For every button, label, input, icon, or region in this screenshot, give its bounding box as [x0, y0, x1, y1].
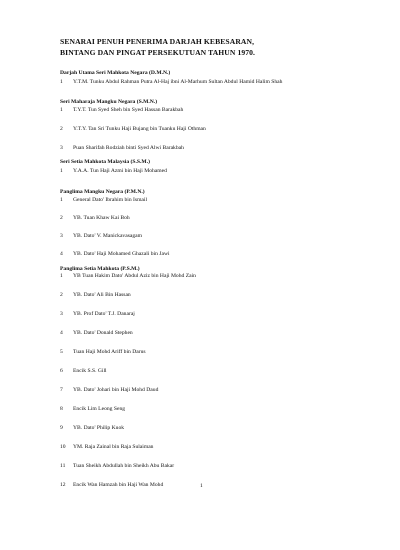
list-item	[60, 424, 124, 432]
recipient-name: YB. Tuan Khaw Kai Boh	[73, 215, 130, 221]
item-number: 2	[60, 126, 63, 132]
recipient-name: Encik S.S. Gill	[73, 368, 107, 374]
recipient-name: T.Y.T. Tun Syed Sheh bin Syed Hassan Barakbah	[73, 107, 184, 113]
title-line-2: BINTANG DAN PINGAT PERSEKUTUAN TAHUN 1970.	[60, 48, 256, 57]
recipient-name: General Dato' Ibrahim bin Ismail	[73, 197, 148, 203]
recipient-name: Encik Wan Hamzah bin Haji Wan Mohd	[73, 482, 164, 488]
item-number: 7	[60, 387, 63, 393]
recipient-name: Tuan Sheikh Abdullah bin Sheikh Abu Bakar	[73, 463, 175, 469]
recipient-name: Tuan Haji Mohd Ariff bin Darus	[73, 349, 146, 355]
item-number: 1	[60, 168, 63, 174]
item-number: 1	[60, 107, 63, 113]
list-item	[60, 481, 163, 489]
list-item	[60, 167, 167, 175]
section-heading: Panglima Mangku Negara (P.M.N.)	[60, 189, 145, 195]
section-heading: Seri Maharaja Mangku Negara (S.M.N.)	[60, 99, 158, 105]
list-item	[60, 329, 133, 337]
recipient-name: YB. Dato' V. Manickavasagam	[73, 233, 143, 239]
recipient-name: YB. Dato' Haji Mohamed Ghazali bin Jawi	[73, 251, 170, 257]
list-item	[60, 386, 158, 394]
recipient-name: YB. Prof Dato' T.J. Danaraj	[73, 311, 135, 317]
recipient-name: YB. Dato' Ali Bin Hassan	[73, 292, 131, 298]
list-item	[60, 310, 135, 318]
item-number: 11	[60, 463, 66, 469]
recipient-name: YB. Dato' Philip Kuok	[73, 425, 125, 431]
item-number: 1	[60, 197, 63, 203]
item-number: 10	[60, 444, 66, 450]
item-number: 2	[60, 292, 63, 298]
item-number: 1	[60, 79, 63, 85]
list-item	[60, 443, 153, 451]
list-item	[60, 348, 146, 356]
item-number: 2	[60, 215, 63, 221]
recipient-name: Y.T.M. Tunku Abdul Rahman Putra Al-Haj ibni Al-Marhum Sultan Abdul Hamid Halim Shah	[73, 79, 283, 85]
item-number: 3	[60, 233, 63, 239]
item-number: 1	[60, 273, 63, 279]
list-item	[60, 106, 183, 114]
recipient-name: Encik Lim Leong Seng	[73, 406, 126, 412]
item-number: 5	[60, 349, 63, 355]
list-item	[60, 214, 130, 222]
recipient-name: YB. Dato' Johari bin Haji Mohd Daud	[73, 387, 159, 393]
list-item	[60, 272, 196, 280]
section-heading: Darjah Utama Seri Mahkota Negara (D.M.N.)	[60, 70, 171, 76]
item-number: 4	[60, 330, 63, 336]
list-item	[60, 125, 206, 133]
list-item	[60, 367, 107, 375]
item-number: 12	[60, 482, 66, 488]
recipient-name: Puan Sharifah Rodziah binti Syed Alwi Barakbah	[73, 145, 184, 151]
section-ssm	[60, 158, 380, 174]
list-item	[60, 78, 282, 86]
page-number: 1	[200, 483, 203, 489]
recipient-name: Y.T.Y. Tan Sri Tunku Haji Bujang bin Tuanku Haji Othman	[73, 126, 206, 132]
section-heading: Seri Setia Mahkota Malaysia (S.S.M.)	[60, 159, 150, 165]
item-number: 8	[60, 406, 63, 412]
section-psm	[60, 265, 380, 488]
section-pmn	[60, 188, 380, 257]
item-number: 9	[60, 425, 63, 431]
list-item	[60, 462, 174, 470]
recipient-name: YB. Dato' Donald Stephen	[73, 330, 133, 336]
recipient-name: YM. Raja Zainal bin Raja Sulaiman	[73, 444, 154, 450]
document-title	[60, 36, 360, 58]
section-heading: Panglima Setia Mahkota (P.S.M.)	[60, 266, 140, 272]
list-item	[60, 144, 184, 152]
title-line-1: SENARAI PENUH PENERIMA DARJAH KEBESARAN,	[60, 37, 255, 46]
recipient-name: Y.A.A. Tun Haji Azmi bin Haji Mohamed	[73, 168, 167, 174]
list-item	[60, 405, 125, 413]
item-number: 3	[60, 145, 63, 151]
item-number: 4	[60, 251, 63, 257]
list-item	[60, 291, 131, 299]
item-number: 3	[60, 311, 63, 317]
list-item	[60, 250, 170, 258]
list-item	[60, 232, 142, 240]
item-number: 6	[60, 368, 63, 374]
section-dmn	[60, 69, 380, 85]
section-smn	[60, 98, 380, 151]
list-item	[60, 196, 147, 204]
recipient-name: YB Tuan Hakim Dato' Abdul Aziz bin Haji Mohd Zain	[73, 273, 196, 279]
